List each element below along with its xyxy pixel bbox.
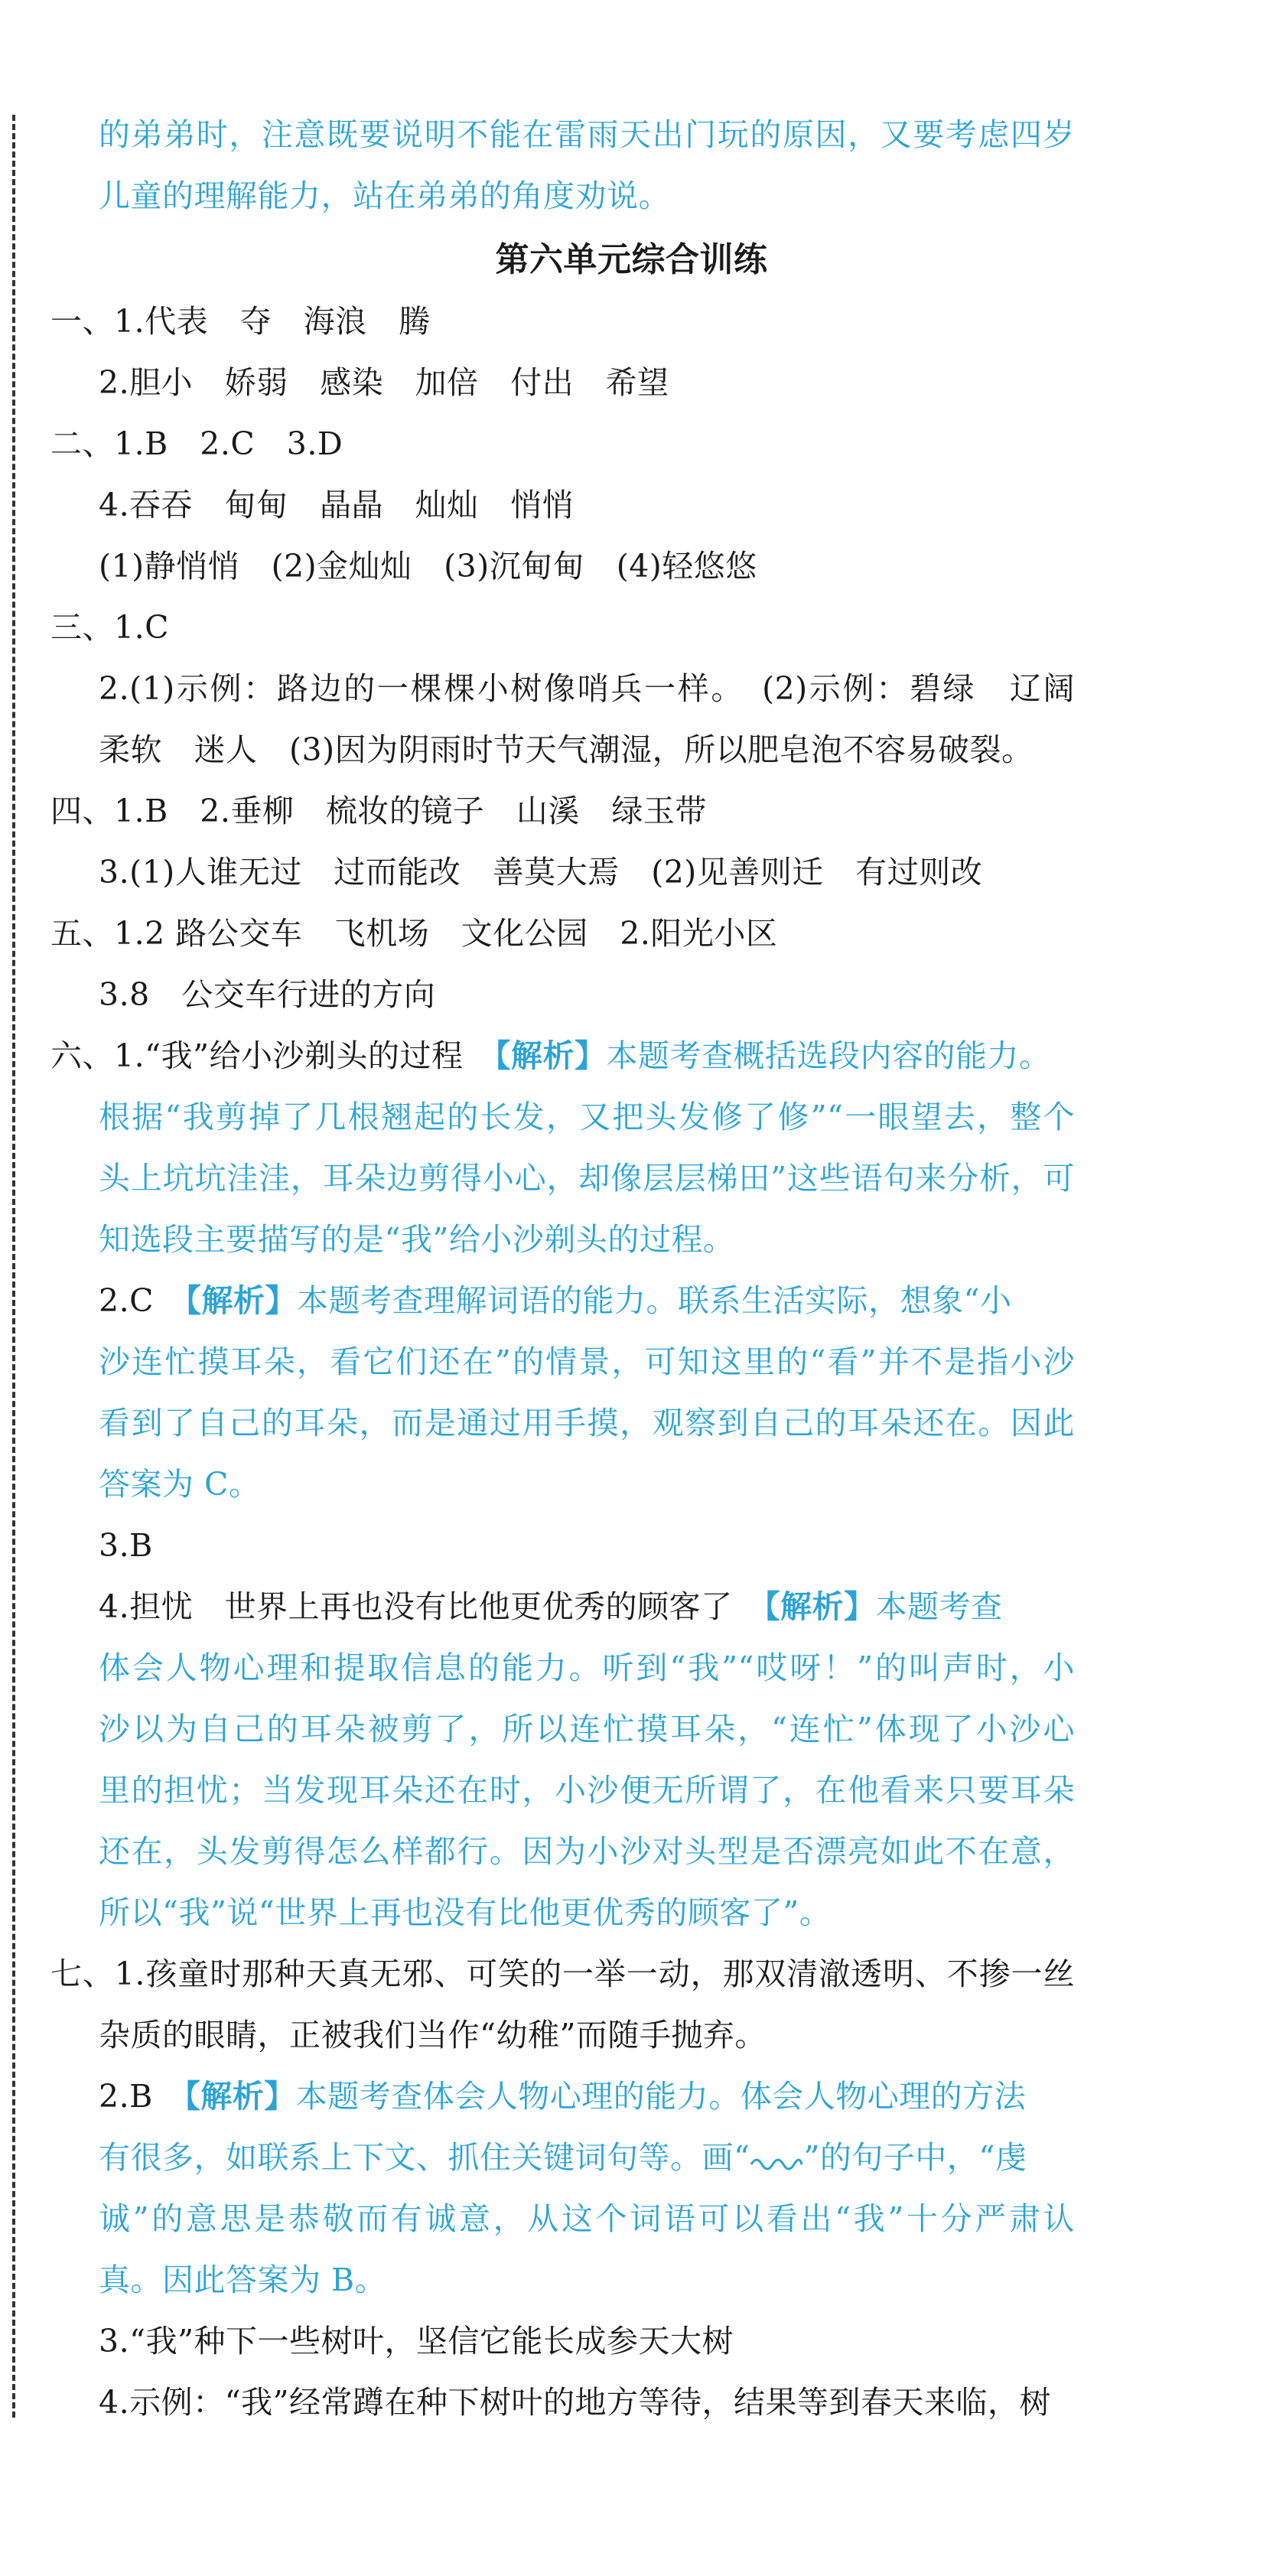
q7-a2-analysis-line-3: 诚”的意思是恭敬而有诚意，从这个词语可以看出“我”十分严肃认 (99, 2200, 1075, 2237)
q6-a4-analysis-line-5: 还在，头发剪得怎么样都行。因为小沙对头型是否漂亮如此不在意， (99, 1833, 1075, 1870)
q6-a4-analysis-start: 本题考查 (875, 1588, 1003, 1625)
q7-answer-1-line-2: 杂质的眼睛，正被我们当作“幼稚”而随手抛弃。 (99, 2017, 767, 2053)
q7-a2-l2-pre: 有很多，如联系上下文、抓住关键词句等。画“ (99, 2139, 750, 2176)
q2-line-1: 二、1.B 2.C 3.D (50, 425, 343, 462)
q3-line-1: 三、1.C (50, 609, 169, 646)
q6-a1-analysis-line-3: 头上坑坑洼洼，耳朵边剪得小心，却像层层梯田”这些语句来分析，可 (99, 1160, 1075, 1197)
q6-answer-1-line-1 (50, 1025, 1051, 1086)
q7-answer-2-line-1 (99, 2066, 1026, 2127)
q6-answer-3: 3.B (99, 1527, 153, 1564)
q7-answer-1-line-1: 七、1.孩童时那种天真无邪、可笑的一举一动，那双清澈透明、不掺一丝 (50, 1956, 1075, 1992)
carryover-line-2: 儿童的理解能力，站在弟弟的角度劝说。 (99, 177, 670, 214)
wavy-underline-icon (750, 2149, 803, 2172)
q6-a4-analysis-line-6: 所以“我”说“世界上再也没有比他更优秀的顾客了”。 (99, 1894, 832, 1931)
q1-line-1: 一、1.代表 夺 海浪 腾 (50, 303, 431, 340)
q7-a2-analysis-line-4: 真。因此答案为 B。 (99, 2262, 387, 2298)
analysis-tag: 【解析】 (764, 1588, 876, 1625)
q5-line-1: 五、1.2 路公交车 飞机场 文化公园 2.阳光小区 (50, 915, 778, 952)
carryover-line-1: 的弟弟时，注意既要说明不能在雷雨天出门玩的原因，又要考虑四岁 (99, 116, 1075, 153)
q6-a4-analysis-line-4: 里的担忧；当发现耳朵还在时，小沙便无所谓了，在他看来只要耳朵 (99, 1772, 1075, 1809)
q4-line-1: 四、1.B 2.垂柳 梳妆的镜子 山溪 绿玉带 (50, 793, 707, 829)
q6-a2-analysis-line-3: 看到了自己的耳朵，而是通过用手摸，观察到自己的耳朵还在。因此 (99, 1405, 1075, 1441)
q6-a2-analysis-line-2: 沙连忙摸耳朵，看它们还在”的情景，可知这里的“看”并不是指小沙 (99, 1343, 1075, 1380)
q6-a1-analysis-line-2: 根据“我剪掉了几根翘起的长发，又把头发修了修”“一眼望去，整个 (99, 1099, 1075, 1135)
q1-line-2: 2.胆小 娇弱 感染 加倍 付出 希望 (99, 364, 669, 401)
section-title: 第六单元综合训练 (495, 240, 768, 279)
q7-a2-head: 2.B (99, 2078, 185, 2115)
q7-a2-analysis-start: 本题考查体会人物心理的能力。体会人物心理的方法 (295, 2078, 1027, 2115)
q7-answer-3: 3.“我”种下一些树叶，坚信它能长成参天大树 (99, 2323, 734, 2359)
q4-line-2: 3.(1)人谁无过 过而能改 善莫大焉 (2)见善则迁 有过则改 (99, 854, 983, 891)
analysis-tag: 【解析】 (185, 1282, 297, 1319)
q6-a2-analysis-line-4: 答案为 C。 (99, 1466, 261, 1503)
q5-line-2: 3.8 公交车行进的方向 (99, 976, 436, 1013)
q7-a2-l2-post: ”的句子中，“虔 (803, 2139, 1027, 2176)
q3-line-3: 柔软 迷人 (3)因为阴雨时节天气潮湿，所以肥皂泡不容易破裂。 (99, 731, 1034, 768)
analysis-tag: 【解析】 (495, 1037, 607, 1074)
q7-a2-analysis-line-2 (99, 2127, 1027, 2188)
q7-answer-4: 4.示例：“我”经常蹲在种下树叶的地方等待，结果等到春天来临，树 (99, 2384, 1052, 2421)
binding-dashed-line (12, 115, 15, 2418)
q6-a4-head: 4.担忧 世界上再也没有比他更优秀的顾客了 (99, 1588, 765, 1625)
q6-answer-2-line-1 (99, 1270, 1011, 1331)
q2-line-3: (1)静悄悄 (2)金灿灿 (3)沉甸甸 (4)轻悠悠 (99, 548, 757, 585)
q6-answer-4-line-1 (99, 1576, 1003, 1637)
q6-a2-head: 2.C (99, 1282, 186, 1319)
q2-line-2: 4.吞吞 甸甸 晶晶 灿灿 悄悄 (99, 487, 575, 523)
analysis-tag: 【解析】 (184, 2078, 296, 2115)
q6-a1-analysis-line-4: 知选段主要描写的是“我”给小沙剃头的过程。 (99, 1221, 735, 1258)
q6-a2-analysis-start: 本题考查理解词语的能力。联系生活实际，想象“小 (297, 1282, 1012, 1319)
q6-a4-analysis-line-2: 体会人物心理和提取信息的能力。听到“我”“哎呀！”的叫声时，小 (99, 1649, 1075, 1686)
q6-a1-analysis-start: 本题考查概括选段内容的能力。 (606, 1037, 1051, 1074)
q6-a1-head: 六、1.“我”给小沙剃头的过程 (50, 1037, 496, 1074)
q6-a4-analysis-line-3: 沙以为自己的耳朵被剪了，所以连忙摸耳朵，“连忙”体现了小沙心 (99, 1711, 1075, 1747)
q3-line-2: 2.(1)示例：路边的一棵棵小树像哨兵一样。 (2)示例：碧绿 辽阔 (99, 670, 1075, 707)
